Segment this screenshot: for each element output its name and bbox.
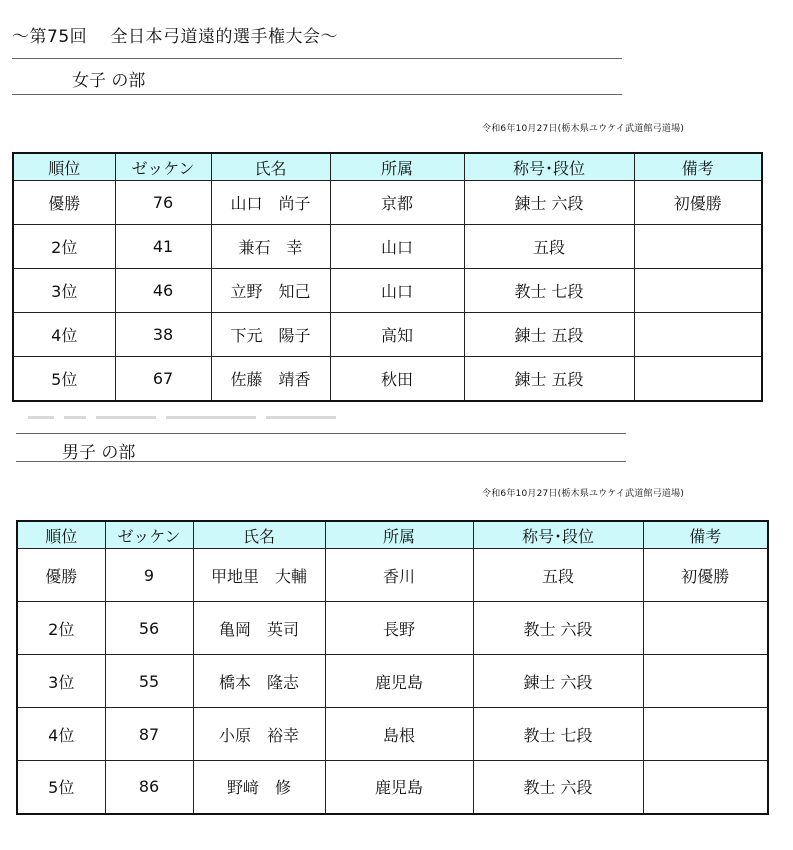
bib-cell: 56 [105, 602, 193, 655]
header-bib: ゼッケン [115, 153, 211, 181]
bib-cell: 67 [115, 357, 211, 401]
rank-cell: 4位 [13, 313, 115, 357]
affiliation-cell: 鹿児島 [325, 761, 473, 814]
affiliation-cell: 香川 [325, 549, 473, 602]
name-cell: 山口 尚子 [211, 181, 330, 225]
title-cell: 錬士 六段 [473, 655, 643, 708]
affiliation-cell: 山口 [330, 269, 464, 313]
title-rule [12, 58, 622, 59]
rank-cell: 優勝 [13, 181, 115, 225]
note-cell [643, 602, 768, 655]
header-notes: 備考 [643, 521, 768, 549]
name-cell: 立野 知己 [211, 269, 330, 313]
header-notes: 備考 [634, 153, 762, 181]
page-title: ～第75回 全日本弓道遠的選手権大会～ [12, 27, 339, 47]
note-cell: 初優勝 [634, 181, 762, 225]
affiliation-cell: 京都 [330, 181, 464, 225]
affiliation-cell: 高知 [330, 313, 464, 357]
rank-cell: 2位 [13, 225, 115, 269]
women-header-row [13, 153, 762, 181]
name-cell: 佐藤 靖香 [211, 357, 330, 401]
men-section-label: 男子 の部 [62, 443, 136, 463]
rank-cell: 5位 [13, 357, 115, 401]
note-cell [643, 761, 768, 814]
name-cell: 野﨑 修 [193, 761, 325, 814]
title-cell: 五段 [473, 549, 643, 602]
bib-cell: 46 [115, 269, 211, 313]
women-section-rule [12, 94, 622, 95]
title-cell: 教士 七段 [473, 708, 643, 761]
bib-cell: 76 [115, 181, 211, 225]
rank-cell: 3位 [17, 655, 105, 708]
title-cell: 錬士 五段 [464, 357, 634, 401]
table-row [13, 357, 762, 401]
note-cell [634, 357, 762, 401]
table-row [13, 313, 762, 357]
table-row [17, 602, 768, 655]
note-cell [634, 313, 762, 357]
name-cell: 下元 陽子 [211, 313, 330, 357]
table-row [17, 708, 768, 761]
name-cell: 兼石 幸 [211, 225, 330, 269]
note-cell: 初優勝 [643, 549, 768, 602]
affiliation-cell: 鹿児島 [325, 655, 473, 708]
rank-cell: 優勝 [17, 549, 105, 602]
header-rank: 順位 [13, 153, 115, 181]
table-row [17, 549, 768, 602]
rank-cell: 2位 [17, 602, 105, 655]
affiliation-cell: 長野 [325, 602, 473, 655]
table-row [13, 225, 762, 269]
header-affiliation: 所属 [325, 521, 473, 549]
header-name: 氏名 [211, 153, 330, 181]
rank-cell: 3位 [13, 269, 115, 313]
name-cell: 亀岡 英司 [193, 602, 325, 655]
header-title-rank: 称号･段位 [473, 521, 643, 549]
note-cell [634, 269, 762, 313]
note-cell [643, 655, 768, 708]
men-venue-date: 令和6年10月27日(栃木県ユウケイ武道館弓道場) [482, 489, 685, 499]
affiliation-cell: 秋田 [330, 357, 464, 401]
table-row [17, 655, 768, 708]
name-cell: 橋本 隆志 [193, 655, 325, 708]
women-venue-date: 令和6年10月27日(栃木県ユウケイ武道館弓道場) [482, 124, 685, 134]
table-row [13, 181, 762, 225]
header-bib: ゼッケン [105, 521, 193, 549]
header-title-rank: 称号･段位 [464, 153, 634, 181]
header-affiliation: 所属 [330, 153, 464, 181]
men-top-rule [16, 433, 626, 434]
bib-cell: 41 [115, 225, 211, 269]
bib-cell: 87 [105, 708, 193, 761]
title-cell: 教士 七段 [464, 269, 634, 313]
header-name: 氏名 [193, 521, 325, 549]
bib-cell: 55 [105, 655, 193, 708]
note-cell [634, 225, 762, 269]
faded-text-residue [28, 416, 368, 424]
header-rank: 順位 [17, 521, 105, 549]
bib-cell: 38 [115, 313, 211, 357]
name-cell: 小原 裕幸 [193, 708, 325, 761]
title-cell: 五段 [464, 225, 634, 269]
women-results-table [12, 152, 763, 402]
affiliation-cell: 山口 [330, 225, 464, 269]
men-section-rule [16, 461, 626, 462]
women-section-label: 女子 の部 [72, 71, 146, 91]
bib-cell: 86 [105, 761, 193, 814]
title-cell: 錬士 五段 [464, 313, 634, 357]
bib-cell: 9 [105, 549, 193, 602]
title-cell: 教士 六段 [473, 602, 643, 655]
affiliation-cell: 島根 [325, 708, 473, 761]
note-cell [643, 708, 768, 761]
men-results-table [16, 520, 769, 815]
table-row [17, 761, 768, 814]
men-header-row [17, 521, 768, 549]
title-cell: 教士 六段 [473, 761, 643, 814]
name-cell: 甲地里 大輔 [193, 549, 325, 602]
table-row [13, 269, 762, 313]
rank-cell: 4位 [17, 708, 105, 761]
rank-cell: 5位 [17, 761, 105, 814]
title-cell: 錬士 六段 [464, 181, 634, 225]
